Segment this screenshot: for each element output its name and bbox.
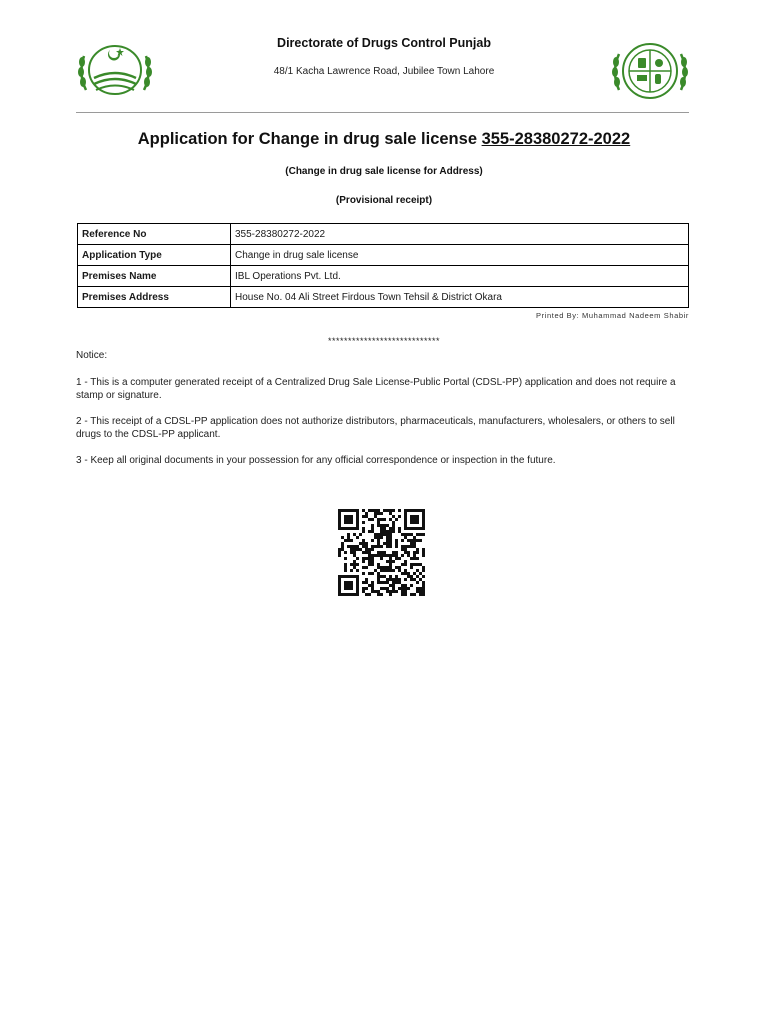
application-subtitle: (Change in drug sale license for Address) <box>285 166 483 177</box>
application-title-reference: 355-28380272-2022 <box>481 130 631 148</box>
table-row <box>78 224 689 245</box>
separator-stars: **************************** <box>327 336 441 346</box>
detail-label: Premises Address <box>78 287 231 308</box>
detail-value: 355-28380272-2022 <box>231 224 689 245</box>
notice-item: 2 - This receipt of a CDSL-PP application does not authorize distributors, pharmaceuticals, manufacturers, wholesalers, or others to sell drugs to the CDSL-PP applicant. <box>76 416 675 440</box>
detail-value: IBL Operations Pvt. Ltd. <box>231 266 689 287</box>
table-row <box>78 245 689 266</box>
application-title <box>0 130 768 149</box>
detail-label: Premises Name <box>78 266 231 287</box>
detail-label: Reference No <box>78 224 231 245</box>
receipt-type: (Provisional receipt) <box>335 195 433 206</box>
detail-value: Change in drug sale license <box>231 245 689 266</box>
header-divider <box>76 112 689 113</box>
application-title-text: Application for Change in drug sale license <box>137 130 482 148</box>
notice-heading: Notice: <box>76 350 108 361</box>
notice-item: 3 - Keep all original documents in your possession for any official correspondence or inspection in the future. <box>76 455 556 466</box>
printed-by-text: Printed By: Muhammad Nadeem Shabir <box>536 311 689 320</box>
notice-item: 1 - This is a computer generated receipt of a Centralized Drug Sale License-Public Portal (CDSL-PP) application and does not require a stamp or signature. <box>76 377 676 401</box>
directorate-address: 48/1 Kacha Lawrence Road, Jubilee Town Lahore <box>273 66 495 77</box>
application-details-table <box>77 223 689 308</box>
qr-code-icon <box>335 508 429 598</box>
detail-value: House No. 04 Ali Street Firdous Town Tehsil & District Okara <box>231 287 689 308</box>
table-row <box>78 266 689 287</box>
detail-label: Application Type <box>78 245 231 266</box>
directorate-title: Directorate of Drugs Control Punjab <box>277 36 491 50</box>
table-row <box>78 287 689 308</box>
